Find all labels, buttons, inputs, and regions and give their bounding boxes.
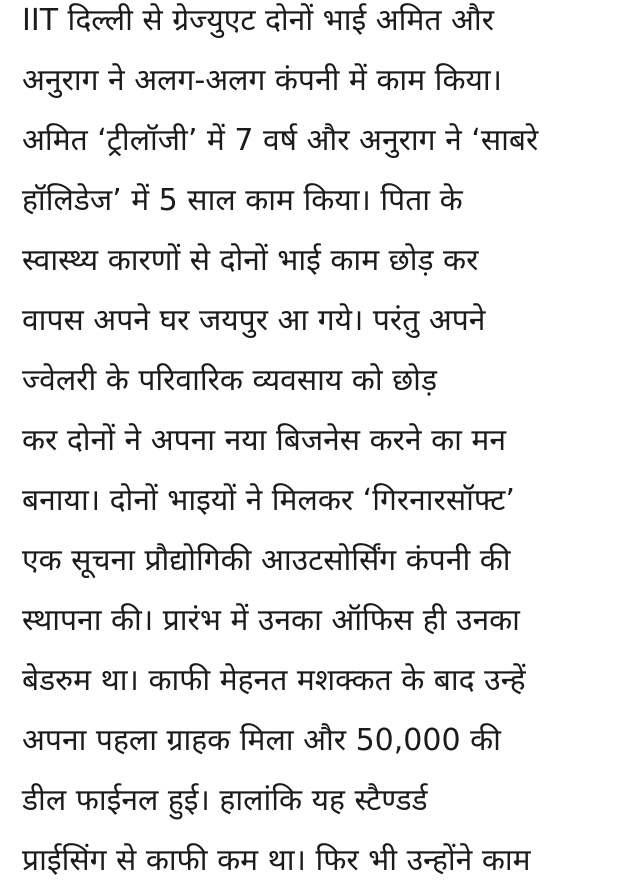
article-line-2: अनुराग ने अलग-अलग कंपनी में काम किया। <box>22 63 503 98</box>
article-line-5: स्वास्थ्य कारणों से दोनों भाई काम छोड़ कर <box>22 243 479 278</box>
article-line-12: बेडरुम था। काफी मेहनत मशक्कत के बाद उन्हें <box>22 663 526 698</box>
article-line-14: डील फाईनल हुई। हालांकि यह स्टैण्डर्ड <box>22 783 428 818</box>
article-line-8: कर दोनों ने अपना नया बिजनेस करने का मन <box>22 423 507 458</box>
article-line-6: वापस अपने घर जयपुर आ गये। परंतु अपने <box>22 303 486 338</box>
article-line-7: ज्वेलरी के परिवारिक व्यवसाय को छोड़ <box>22 363 438 398</box>
article-line-13: अपना पहला ग्राहक मिला और 50,000 की <box>22 723 501 758</box>
article-line-4: हॉलिडेज’ में 5 साल काम किया। पिता के <box>22 183 463 218</box>
article-line-11: स्थापना की। प्रारंभ में उनका ऑफिस ही उनका <box>22 603 520 638</box>
article-line-9: बनाया। दोनों भाइयों ने मिलकर ‘गिरनारसॉफ्ट’ <box>22 483 515 518</box>
article-line-3: अमित ‘ट्रीलॉजी’ में 7 वर्ष और अनुराग ने ‘साबरे <box>22 123 539 158</box>
article-line-15: प्राईसिंग से काफी कम था। फिर भी उन्होंने काम <box>22 843 531 878</box>
article-line-1: IIT दिल्ली से ग्रेज्युएट दोनों भाई अमित और <box>22 3 494 38</box>
article-line-10: एक सूचना प्रौद्योगिकी आउटसोर्सिंग कंपनी की <box>22 543 511 578</box>
